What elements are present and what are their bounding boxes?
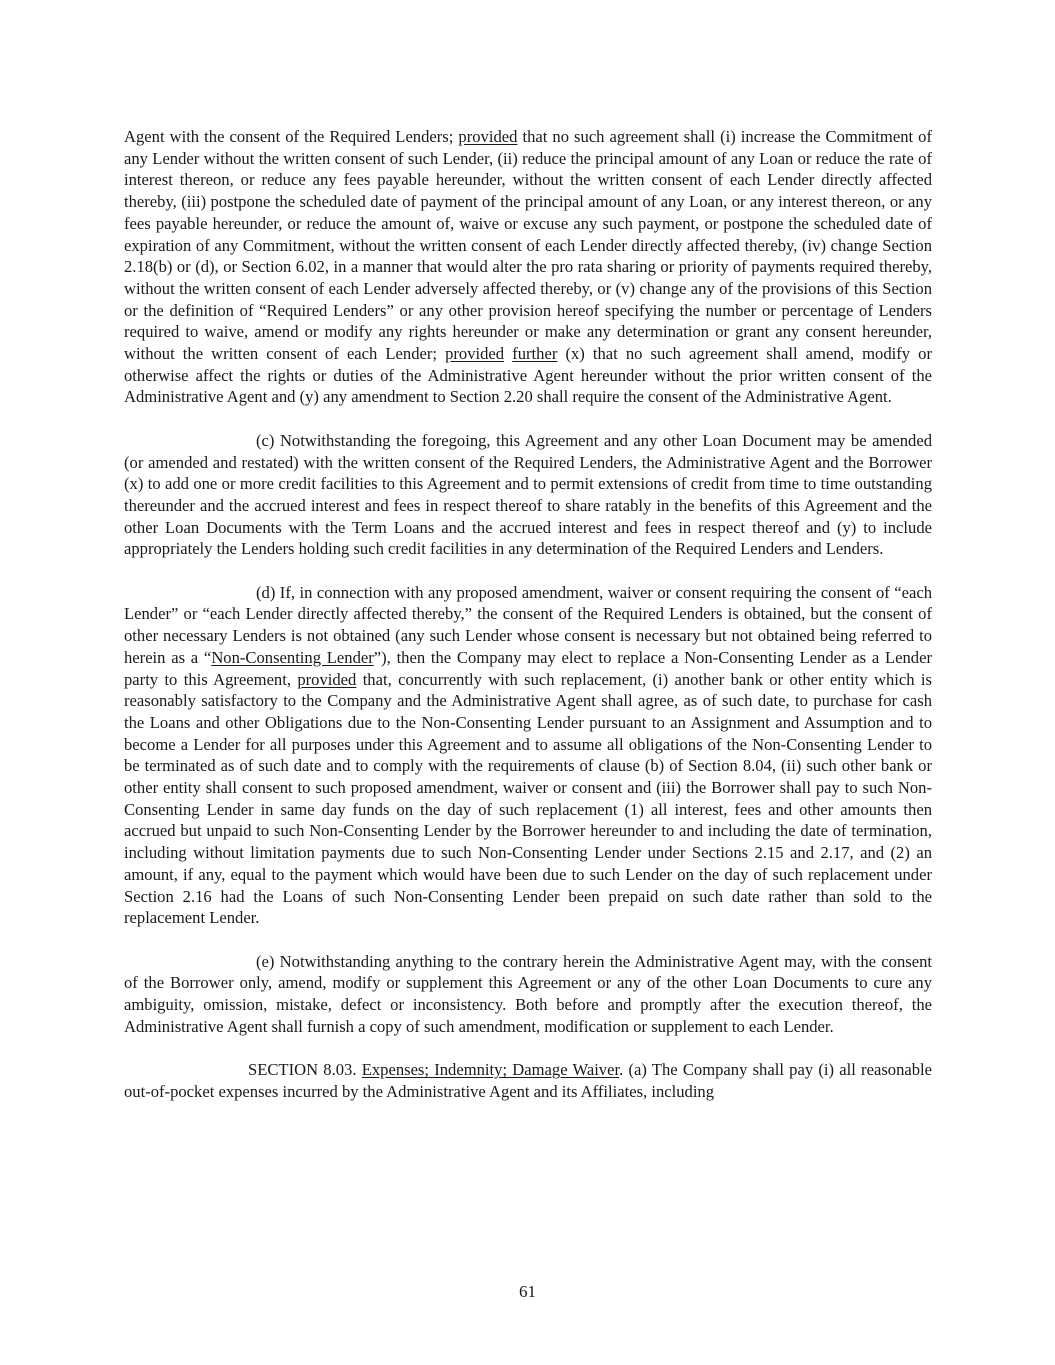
underlined-term-further: further bbox=[512, 344, 558, 364]
underlined-term-provided: provided bbox=[445, 344, 505, 364]
text-segment: ”), then the Company may elect to replace a Non-Consenting Lender as a Lender party to this Agreement, bbox=[124, 647, 932, 689]
paragraph-amendments-continued bbox=[124, 126, 932, 408]
page-number: 61 bbox=[519, 1282, 536, 1301]
paragraph-clause-c bbox=[124, 430, 932, 560]
text-segment: that, concurrently with such replacement, (i) another bank or other entity which is reasonably satisfactory to the Company and the Administrative Agent shall agree, as of such date, to purchase for cash the Loans and other Obligations due to the Non-Consenting Lender pursuant to an Assignment and Assumption and to become a Lender for all purposes under this Agreement and to assume all obligations of the Non-Consenting Lender to be terminated as of such date and to comply with the requirements of clause (b) of Section 8.04, (ii) such other bank or other entity shall consent to such proposed amendment, waiver or consent and (iii) the Borrower shall pay to such Non-Consenting Lender in same day funds on the day of such replacement (1) all interest, fees and other amounts then accrued but unpaid to such Non-Consenting Lender by the Borrower hereunder to and including the date of termination, including without limitation payments due to such Non-Consenting Lender under Sections 2.15 and 2.17, and (2) an amount, if any, equal to the payment which would have been due to such Lender on the day of such replacement under Section 2.16 had the Loans of such Non-Consenting Lender been prepaid on such date rather than sold to the replacement Lender. bbox=[124, 669, 932, 928]
text-segment: . (a) The Company shall pay (i) all reasonable out-of-pocket expenses incurred by the Administrative Agent and its Affiliates, including bbox=[124, 1060, 933, 1101]
text-segment bbox=[504, 344, 512, 363]
section-heading-title: Expenses; Indemnity; Damage Waiver bbox=[361, 1060, 620, 1080]
underlined-term-provided: provided bbox=[458, 127, 518, 146]
paragraph-section-8-03 bbox=[124, 1059, 932, 1102]
section-heading-number: SECTION 8.03. bbox=[248, 1060, 362, 1080]
text-segment: (d) If, in connection with any proposed amendment, waiver or consent requiring the consent of “each Lender” or “each Lender directly affected thereby,” the consent of the Required Lenders is obtained, but the consent of other necessary Lenders is not obtained (any such Lender whose consent is necessary but not obtained being referred to herein as a “ bbox=[124, 582, 932, 667]
text-segment: (c) Notwithstanding the foregoing, this Agreement and any other Loan Document may be amended (or amended and restated) with the written consent of the Required Lenders, the Administrative Agent and the Borrower (x) to add one or more credit facilities to this Agreement and to permit extensions of credit from time to time outstanding thereunder and the accrued interest and fees in respect thereof to share ratably in the benefits of this Agreement and the other Loan Documents with the Term Loans and the accrued interest and fees in respect thereof and (y) to include appropriately the Lenders holding such credit facilities in any determination of the Required Lenders and Lenders. bbox=[124, 430, 932, 559]
document-body bbox=[124, 126, 932, 1103]
paragraph-clause-e bbox=[124, 951, 932, 1038]
text-segment: that no such agreement shall (i) increase the Commitment of any Lender without the written consent of such Lender, (ii) reduce the principal amount of any Loan or reduce the rate of interest thereon, or reduce any fees payable hereunder, without the written consent of each Lender directly affected thereby, (iii) postpone the scheduled date of payment of the principal amount of any Loan, or any interest thereon, or any fees payable hereunder, or reduce the amount of, waive or excuse any such payment, or postpone the scheduled date of expiration of any Commitment, without the written consent of each Lender directly affected thereby, (iv) change Section 2.18(b) or (d), or Section 6.02, in a manner that would alter the pro rata sharing or priority of payments required thereby, without the written consent of each Lender adversely affected thereby, or (v) change any of the provisions of this Section or the definition of “Required Lenders” or any other provision hereof specifying the number or percentage of Lenders required to waive, amend or modify any rights hereunder or make any determination or grant any consent hereunder, without the written consent of each Lender; bbox=[124, 127, 932, 364]
defined-term-non-consenting-lender: Non-Consenting Lender bbox=[211, 647, 374, 667]
text-segment: (e) Notwithstanding anything to the contrary herein the Administrative Agent may, with the consent of the Borrower only, amend, modify or supplement this Agreement or any of the other Loan Documents to cure any ambiguity, omission, mistake, defect or inconsistency. Both before and promptly after the execution thereof, the Administrative Agent shall furnish a copy of such amendment, modification or supplement to each Lender. bbox=[124, 951, 932, 1036]
paragraph-clause-d bbox=[124, 582, 932, 929]
text-segment: (x) that no such agreement shall amend, modify or otherwise affect the rights or duties of the Administrative Agent hereunder without the prior written consent of the Administrative Agent and (y) any amendment to Section 2.20 shall require the consent of the Administrative Agent. bbox=[124, 344, 932, 407]
text-segment: Agent with the consent of the Required Lenders; bbox=[124, 127, 459, 146]
underlined-term-provided: provided bbox=[297, 669, 357, 689]
